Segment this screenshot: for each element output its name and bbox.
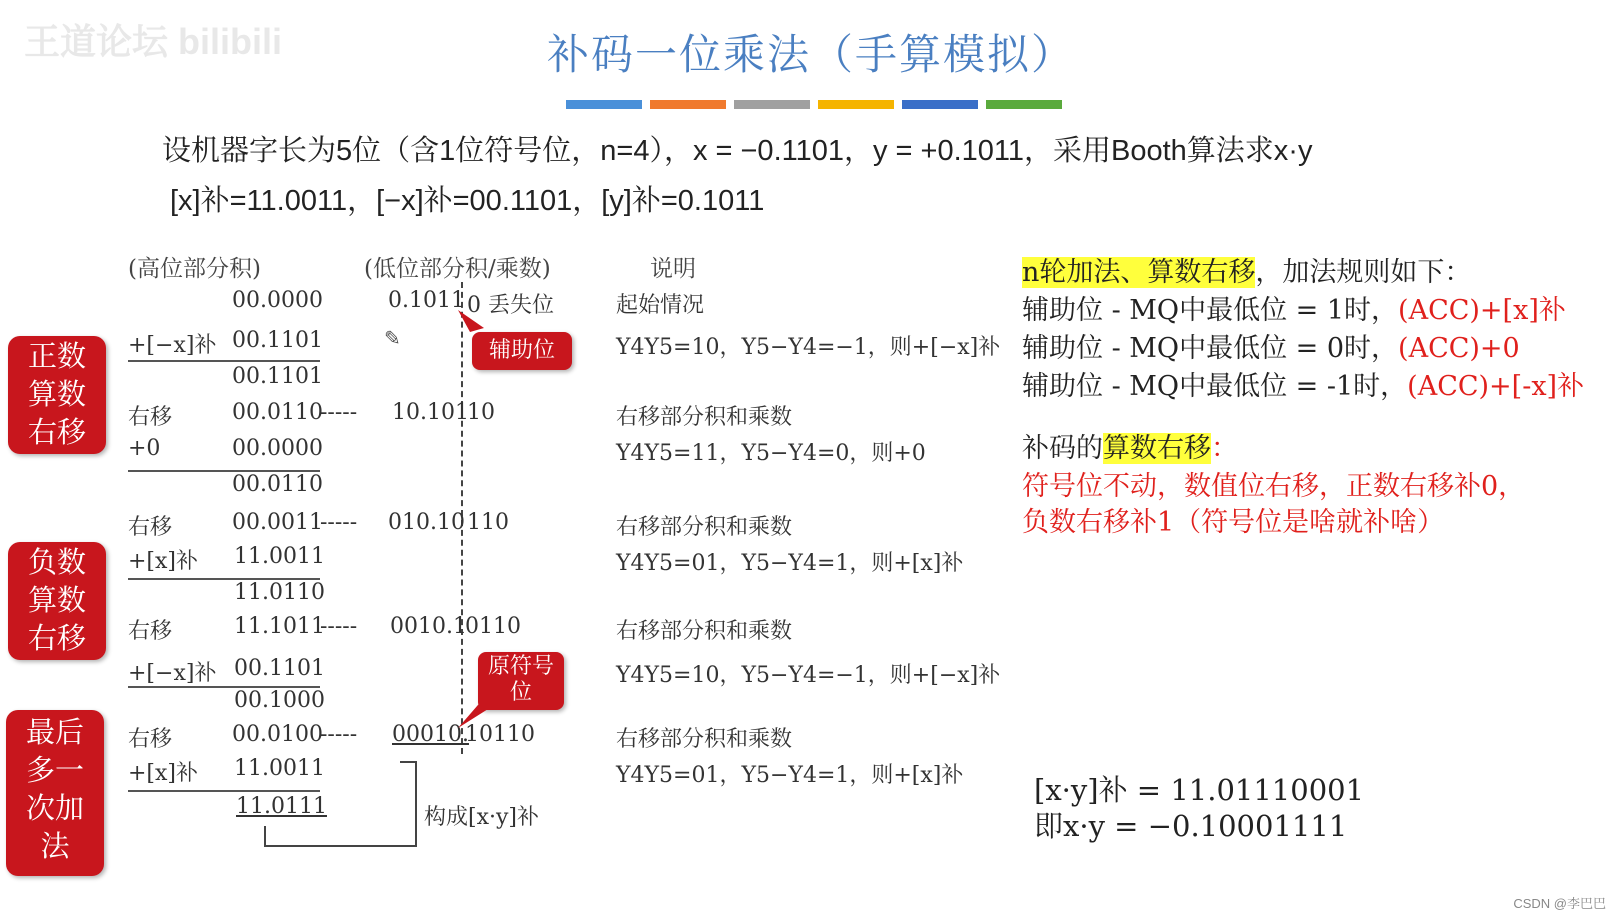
- acc-value: 00.0000: [232, 436, 323, 461]
- aux-value: 0 丢失位: [467, 293, 554, 318]
- op-label: 右移: [128, 727, 173, 752]
- acc-value: 00.1101: [232, 328, 323, 353]
- result-line-1: [x·y]补 = 11.01110001: [1034, 773, 1365, 807]
- mq-value: 010.10: [388, 510, 465, 535]
- mq-value: 0.1011: [388, 288, 465, 313]
- dash-link: -----: [320, 510, 358, 535]
- step-note: 右移部分积和乘数: [616, 515, 793, 540]
- problem-statement: 设机器字长为5位（含1位符号位，n=4），x = −0.1101，y = +0.1011，采用Booth算法求x·y: [162, 135, 1313, 167]
- step-note: Y4Y5=01，Y5−Y4=1，则+[x]补: [616, 551, 964, 576]
- rule-line-1: [1022, 288, 1566, 327]
- step-note: Y4Y5=01，Y5−Y4=1，则+[x]补: [616, 763, 964, 788]
- acc-value: 00.0110: [232, 472, 323, 497]
- color-bar: [566, 100, 642, 109]
- acc-value: 11.1011: [234, 614, 325, 639]
- callout-aux: 辅助位: [472, 332, 572, 370]
- color-bar: [902, 100, 978, 109]
- op-label: +[−x]补: [128, 661, 217, 686]
- aux-value: 110: [467, 510, 509, 535]
- acc-value: 11.0110: [234, 580, 325, 605]
- pencil-icon: ✎: [384, 326, 401, 350]
- step-note: 右移部分积和乘数: [616, 727, 793, 752]
- shift-title: [1022, 426, 1238, 465]
- dash-link: -----: [320, 614, 358, 639]
- complement-values: [x]补=11.0011，[−x]补=00.1101，[y]补=0.1011: [170, 185, 765, 217]
- rule-action: (ACC)+0: [1398, 333, 1520, 364]
- tag-negative: [8, 542, 106, 660]
- result-bracket: [260, 754, 420, 854]
- step-note: Y4Y5=10，Y5−Y4=−1，则+[−x]补: [616, 663, 1001, 688]
- acc-value: 11.0011: [234, 544, 325, 569]
- callout-sign: 原符号位: [478, 652, 564, 710]
- shift-title-a: 补码的: [1022, 433, 1103, 464]
- acc-value: 11.0011: [234, 756, 325, 781]
- tag-last: [6, 710, 104, 876]
- rule-title-highlight: n轮加法、算数右移: [1022, 257, 1256, 288]
- mq-value: 10.101: [392, 400, 469, 425]
- step-note: 右移部分积和乘数: [616, 405, 793, 430]
- op-label: +[x]补: [128, 549, 199, 574]
- aux-value: 10: [467, 400, 495, 425]
- tag-positive: [8, 336, 106, 454]
- shift-line-2: 负数右移补1（符号位是啥就补啥）: [1022, 507, 1445, 538]
- rule-condition: 辅助位 - MQ中最低位 = 0时，: [1022, 333, 1399, 364]
- aux-value: 0110: [465, 614, 521, 639]
- mq-value: 0010.1: [390, 614, 467, 639]
- shift-title-highlight: 算数右移: [1103, 433, 1211, 464]
- rule-condition: 辅助位 - MQ中最低位 = -1时，: [1022, 371, 1408, 402]
- dash-link: -----: [320, 722, 358, 747]
- op-label: 右移: [128, 619, 173, 644]
- acc-value: 00.0100: [232, 722, 323, 747]
- shift-title-colon: ：: [1211, 433, 1238, 464]
- rule-action: (ACC)+[x]补: [1398, 295, 1566, 326]
- color-bar: [818, 100, 894, 109]
- op-label: +0: [128, 436, 161, 461]
- tag-label: 正数算数右移: [27, 341, 86, 449]
- rule-condition: 辅助位 - MQ中最低位 = 1时，: [1022, 295, 1399, 326]
- step-note: 起始情况: [616, 293, 705, 318]
- color-bar: [650, 100, 726, 109]
- step-note: Y4Y5=11，Y5−Y4=0，则+0: [616, 441, 926, 466]
- step-note: Y4Y5=10，Y5−Y4=−1，则+[−x]补: [616, 335, 1001, 360]
- header-note: 说明: [650, 256, 696, 282]
- rule-line-3: [1022, 364, 1584, 403]
- color-bars: [566, 100, 1062, 109]
- header-high: (高位部分积): [128, 256, 261, 282]
- rule-line-2: [1022, 326, 1520, 365]
- watermark: 王道论坛 bilibili: [24, 21, 282, 62]
- acc-value: 00.1000: [234, 688, 325, 713]
- rule-action: (ACC)+[-x]补: [1407, 371, 1585, 402]
- tag-label: 最后多一次加法: [25, 717, 84, 863]
- acc-value: 00.0110: [232, 400, 323, 425]
- sum-rule: [128, 360, 320, 362]
- acc-value: 00.0011: [232, 510, 323, 535]
- rule-title: [1022, 250, 1471, 289]
- op-label: 右移: [128, 515, 173, 540]
- acc-value: 00.0000: [232, 288, 323, 313]
- acc-value: 00.1101: [234, 656, 325, 681]
- callout-pointer: [454, 694, 504, 734]
- mq-value: 00010.: [392, 722, 469, 747]
- dash-link: -----: [320, 400, 358, 425]
- tag-label: 负数算数右移: [27, 547, 86, 655]
- shift-line-1: 符号位不动，数值位右移，正数右移补0，: [1022, 471, 1526, 502]
- result-line-2: 即x·y = −0.10001111: [1034, 809, 1348, 843]
- credit: CSDN @李巴巴: [1513, 896, 1606, 911]
- acc-value: 11.0111: [236, 794, 327, 819]
- header-low: (低位部分积/乘数): [364, 256, 551, 282]
- op-label: +[−x]补: [128, 333, 217, 358]
- color-bar: [986, 100, 1062, 109]
- aux-value: 10110: [465, 722, 535, 747]
- acc-value: 00.1101: [232, 364, 323, 389]
- op-label: 右移: [128, 405, 173, 430]
- slide-title: 补码一位乘法（手算模拟）: [546, 31, 1075, 78]
- op-label: +[x]补: [128, 761, 199, 786]
- rule-title-rest: ，加法规则如下：: [1255, 257, 1472, 288]
- form-label: 构成[x·y]补: [424, 805, 539, 830]
- step-note: 右移部分积和乘数: [616, 619, 793, 644]
- color-bar: [734, 100, 810, 109]
